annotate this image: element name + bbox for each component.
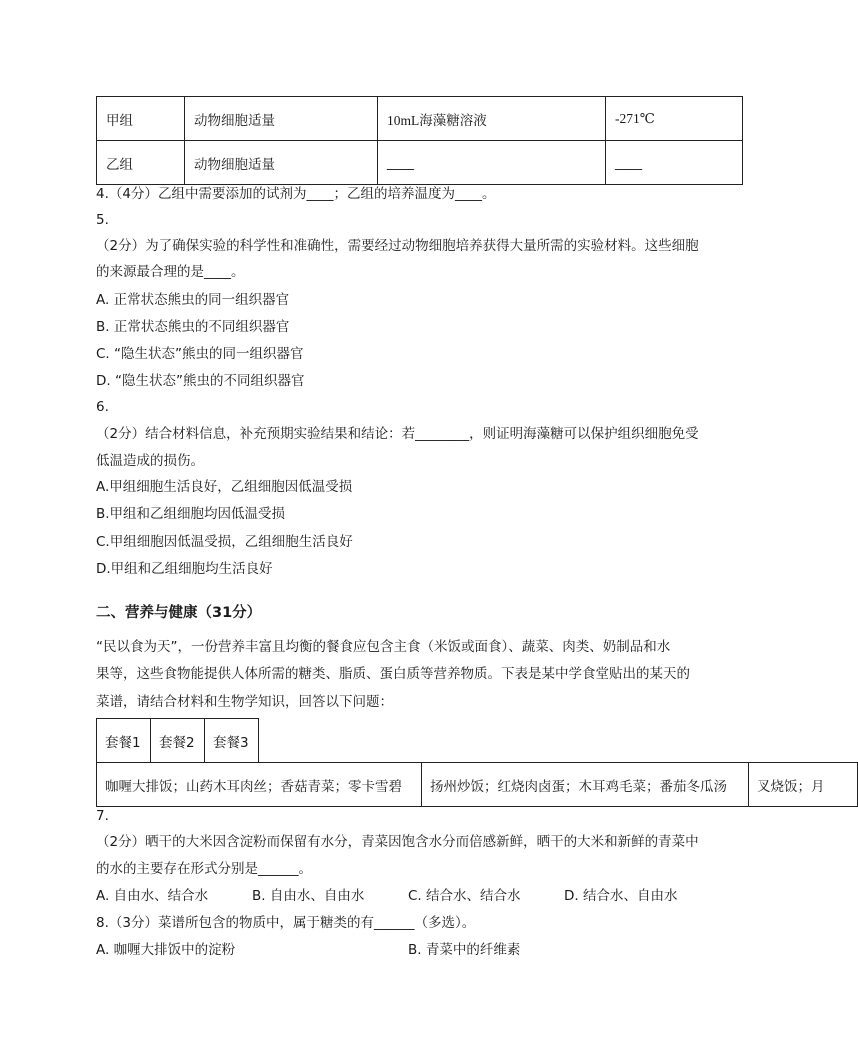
table-cell: 叉烧饭；月 [749,763,858,807]
option-c: C.甲组细胞因低温受损，乙组细胞生活良好 [96,534,353,550]
question-6-number: 6. [96,399,109,415]
menu-header-table [96,718,259,763]
table-cell: 动物细胞适量 [185,141,378,185]
table-cell: -271℃ [606,97,743,141]
section-intro: “民以食为天”，一份营养丰富且均衡的餐食应包含主食（米饭或面食）、蔬菜、肉类、奶制品和水 [96,639,671,655]
table-cell: 乙组 [97,141,185,185]
option-d: D. “隐生状态”熊虫的不同组织器官 [96,373,305,389]
question-8-stem: 8.（3分）菜谱所包含的物质中，属于糖类的有______（多选）。 [96,915,476,931]
table-header-cell: 套餐2 [151,719,205,763]
option-a: A. 正常状态熊虫的同一组织器官 [96,292,290,308]
experiment-table [96,96,743,185]
table-cell: 甲组 [97,97,185,141]
option-d: D. 结合水、自由水 [564,888,678,904]
table-header-cell: 套餐1 [97,719,151,763]
option-d: D.甲组和乙组细胞均生活良好 [96,561,273,577]
question-7-number: 7. [96,808,109,824]
table-row [97,719,259,763]
question-5-number: 5. [96,212,109,228]
question-7-stem-cont: 的水的主要存在形式分别是______。 [96,861,312,877]
section-intro-cont: 菜谱，请结合材料和生物学知识，回答以下问题： [96,694,393,710]
table-row [97,141,743,185]
question-6-stem: （2分）结合材料信息，补充预期实验结果和结论：若________，则证明海藻糖可以保护组织细胞免受 [96,426,699,442]
table-cell: ____ [606,141,743,185]
section-intro-cont: 果等，这些食物能提供人体所需的糖类、脂质、蛋白质等营养物质。下表是某中学食堂贴出的某天的 [96,666,690,682]
option-a: A.甲组细胞生活良好，乙组细胞因低温受损 [96,479,353,495]
option-b: B. 正常状态熊虫的不同组织器官 [96,319,290,335]
table-row [97,763,858,807]
option-a: A. 咖喱大排饭中的淀粉 [96,942,236,958]
table-cell: 扬州炒饭；红烧肉卤蛋；木耳鸡毛菜；番茄冬瓜汤 [422,763,749,807]
option-c: C. “隐生状态”熊虫的同一组织器官 [96,346,304,362]
question-5-stem-cont: 的来源最合理的是____。 [96,264,245,280]
option-b: B.甲组和乙组细胞均因低温受损 [96,506,286,522]
section-heading: 二、营养与健康（31分） [96,605,262,621]
table-cell: 咖喱大排饭；山药木耳肉丝；香菇青菜；零卡雪碧 [97,763,422,807]
table-cell: 10mL海藻糖溶液 [378,97,606,141]
question-7-stem: （2分）晒干的大米因含淀粉而保留有水分，青菜因饱含水分而倍感新鲜，晒干的大米和新鲜的青菜中 [96,834,699,850]
menu-table [96,762,858,807]
option-b: B. 青菜中的纤维素 [408,942,521,958]
question-6-stem-cont: 低温造成的损伤。 [96,453,204,469]
option-a: A. 自由水、结合水 [96,888,209,904]
option-c: C. 结合水、结合水 [408,888,521,904]
table-header-cell: 套餐3 [205,719,259,763]
table-cell: 动物细胞适量 [185,97,378,141]
table-row [97,97,743,141]
question-5-stem: （2分）为了确保实验的科学性和准确性，需要经过动物细胞培养获得大量所需的实验材料。这些细胞 [96,238,699,254]
table-cell: ____ [378,141,606,185]
question-4: 4.（4分）乙组中需要添加的试剂为____；乙组的培养温度为____。 [96,186,496,202]
option-b: B. 自由水、自由水 [252,888,365,904]
